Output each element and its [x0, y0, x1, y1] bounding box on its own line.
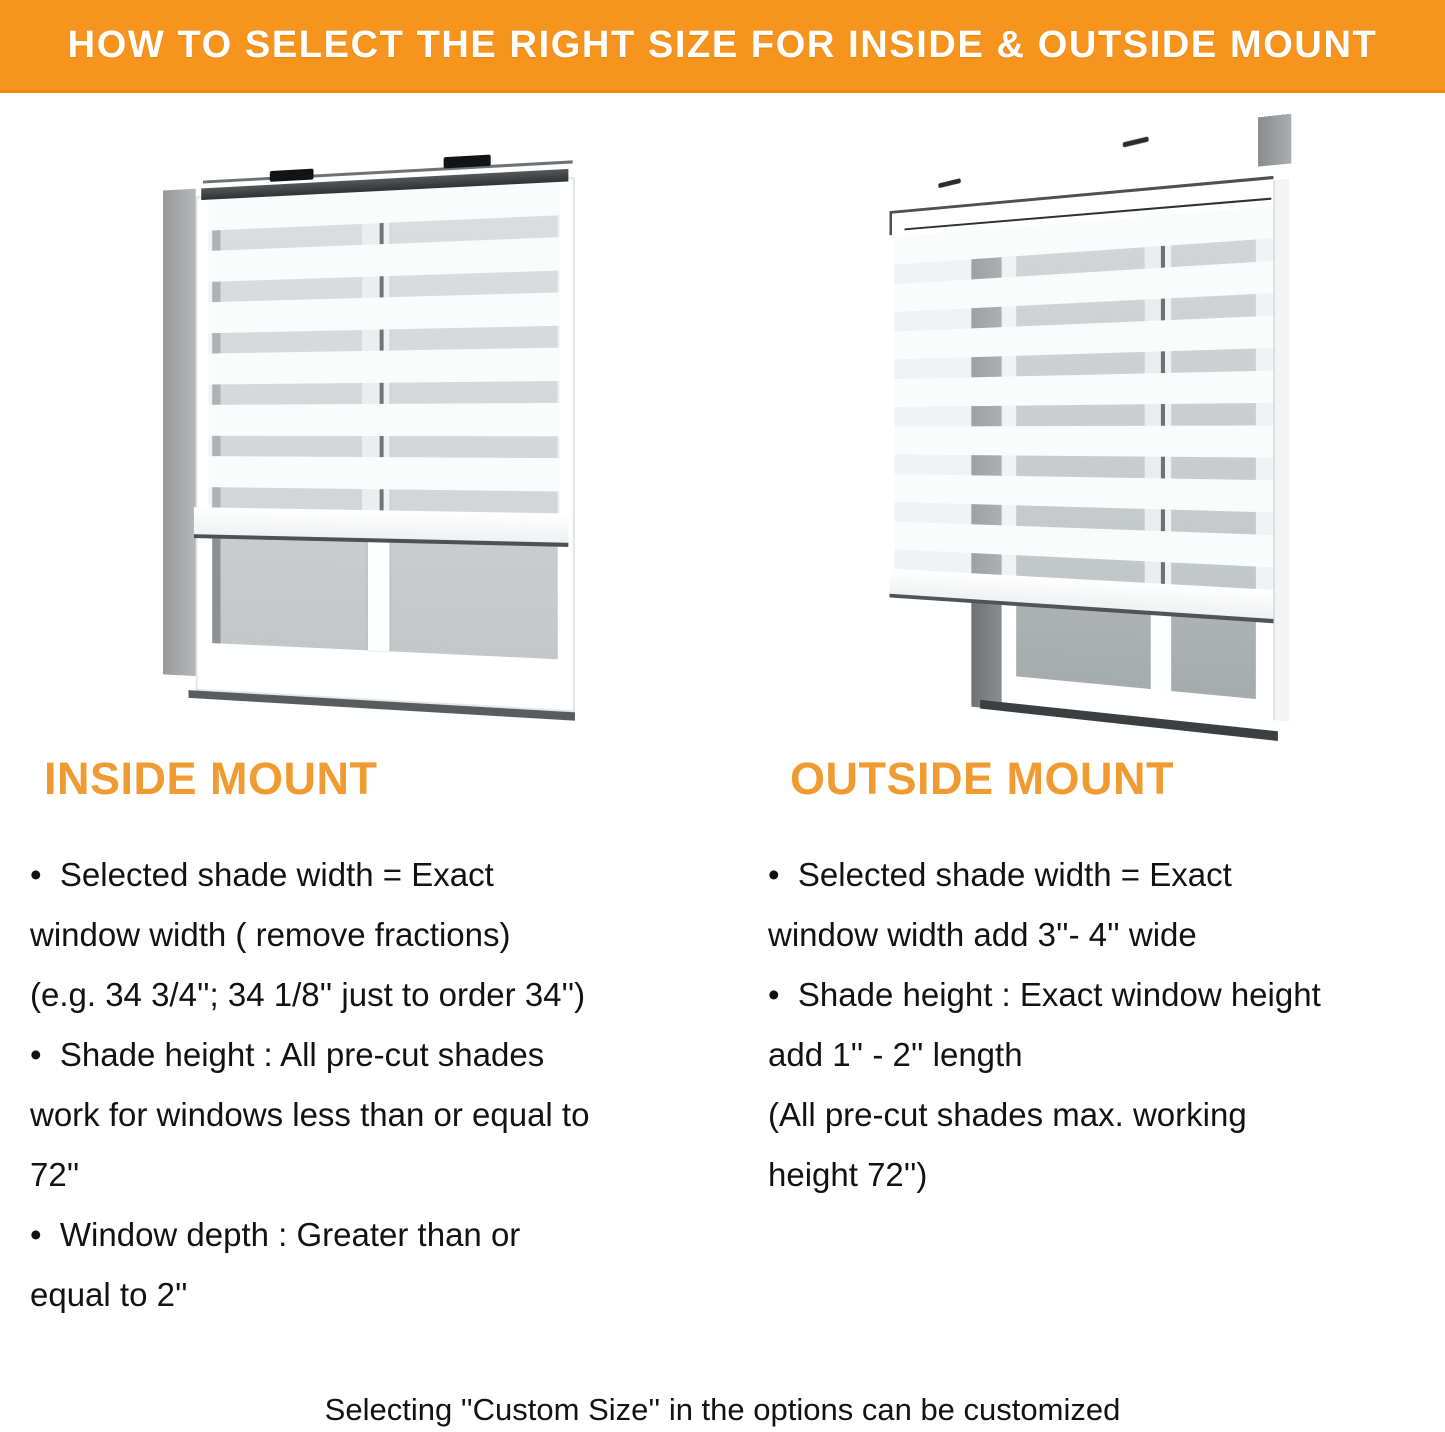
corner-mount-block	[1258, 114, 1291, 167]
spec-line: window width ( remove fractions)	[30, 916, 511, 953]
spec-line: work for windows less than or equal to	[30, 1096, 590, 1133]
wall-screw-mark-icon	[1123, 136, 1149, 147]
spec-line: (e.g. 34 3/4''; 34 1/8'' just to order 34'')	[30, 976, 586, 1013]
spec-line: equal to 2''	[30, 1276, 188, 1313]
spec-line: • Window depth : Greater than or	[30, 1216, 521, 1253]
spec-line: • Shade height : All pre-cut shades	[30, 1036, 545, 1073]
header-title: HOW TO SELECT THE RIGHT SIZE FOR INSIDE & OUTSIDE MOUNT	[67, 23, 1378, 66]
wall-screw-mark-icon	[938, 178, 961, 188]
header-banner	[0, 0, 1445, 93]
custom-size-note: Selecting ''Custom Size'' in the options can be customized	[324, 1392, 1121, 1427]
spec-line: add 1'' - 2'' length	[768, 1036, 1023, 1073]
outside-mount-spec-list	[768, 845, 1438, 1205]
spec-line: 72''	[30, 1156, 80, 1193]
spec-line: • Selected shade width = Exact	[30, 856, 494, 893]
spec-line: height 72'')	[768, 1156, 928, 1193]
side-channel	[1273, 179, 1289, 722]
mounting-bracket-icon	[270, 169, 314, 182]
wall-return-strip	[163, 189, 196, 676]
inside-mount-window-illustration	[163, 137, 575, 723]
spec-line: • Selected shade width = Exact	[768, 856, 1232, 893]
outside-mount-heading: OUTSIDE MOUNT	[790, 753, 1174, 804]
zebra-shade-bands	[209, 182, 560, 514]
zebra-shade-bands	[894, 206, 1273, 590]
spec-line: window width add 3''- 4'' wide	[768, 916, 1197, 953]
spec-line: (All pre-cut shades max. working	[768, 1096, 1247, 1133]
spec-line: • Shade height : Exact window height	[768, 976, 1321, 1013]
inside-mount-heading: INSIDE MOUNT	[44, 753, 378, 804]
headrail-left-end	[889, 211, 891, 235]
outside-mount-window-illustration	[889, 113, 1293, 754]
inside-mount-spec-list	[30, 845, 730, 1325]
